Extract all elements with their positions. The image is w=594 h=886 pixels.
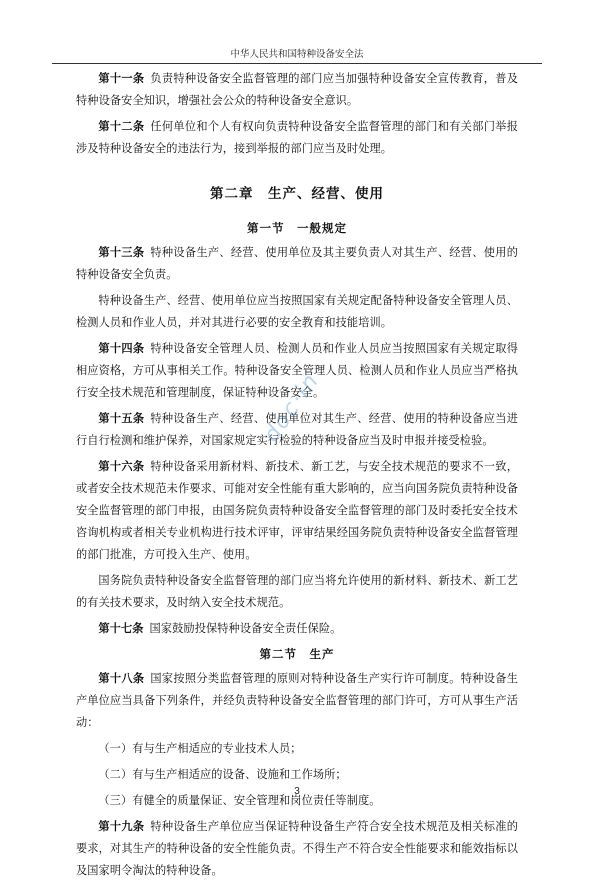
article-number: 第十三条 xyxy=(98,246,145,259)
article-text: 特种设备安全管理人员、检测人员和作业人员应当按照国家有关规定取得相应资格，方可从事相关工作。特种设备安全管理人员、检测人员和作业人员应当严格执行安全技术规范和管理制度，保证特种设备安全。 xyxy=(76,342,518,399)
article-paragraph xyxy=(76,816,518,882)
article-text: 特种设备采用新材料、新技术、新工艺，与安全技术规范的要求不一致，或者安全技术规范未作要求、可能对安全性能有重大影响的，应当向国务院负责特种设备安全监督管理的部门申报，由国务院负责特种设备安全监督管理的部门及时委托安全技术咨询机构或者相关专业机构进行技术评审，评审结果经国务院负责特种设备安全监督管理的部门批准，方可投入生产、使用。 xyxy=(76,460,518,561)
article-text: 任何单位和个人有权向负责特种设备安全监督管理的部门和有关部门举报涉及特种设备安全的违法行为，接到举报的部门应当及时处理。 xyxy=(76,120,518,155)
article-paragraph xyxy=(76,116,518,160)
running-header: 中华人民共和国特种设备安全法 xyxy=(230,49,364,60)
document-body xyxy=(76,68,518,886)
article-number: 第十一条 xyxy=(98,72,145,85)
article-text: 特种设备生产、经营、使用单位对其生产、经营、使用的特种设备应当进行自行检测和维护保养，对国家规定实行检验的特种设备应当及时申报并接受检验。 xyxy=(76,412,518,447)
article-text: 特种设备生产单位应当保证特种设备生产符合安全技术规范及相关标准的要求，对其生产的特种设备的安全性能负责。不得生产不符合安全性能要求和能效指标以及国家明令淘汰的特种设备。 xyxy=(76,820,518,877)
list-item: （二）有与生产相适应的设备、设施和工作场所； xyxy=(98,768,347,781)
article-paragraph xyxy=(76,456,518,566)
article-paragraph xyxy=(76,68,518,112)
article-paragraph xyxy=(76,242,518,286)
article-number: 第十五条 xyxy=(98,412,145,425)
article-number: 第十八条 xyxy=(98,672,145,685)
article-paragraph xyxy=(76,668,518,734)
body-paragraph: 特种设备生产、经营、使用单位应当按照国家有关规定配备特种设备安全管理人员、检测人员和作业人员，并对其进行必要的安全教育和技能培训。 xyxy=(76,294,518,329)
article-paragraph xyxy=(76,408,518,452)
section-heading: 第二节 生产 xyxy=(259,647,335,661)
article-number: 第十六条 xyxy=(98,460,145,473)
article-number: 第十四条 xyxy=(98,342,145,355)
watermark-logo: doc·in xyxy=(259,368,325,448)
article-number: 第十九条 xyxy=(98,820,145,833)
page-number: 3 xyxy=(294,786,300,797)
article-text: 国家鼓励投保特种设备安全责任保险。 xyxy=(149,622,342,635)
header-rule xyxy=(52,63,542,64)
article-text: 负责特种设备安全监督管理的部门应当加强特种设备安全宣传教育，普及特种设备安全知识，增强社会公众的特种设备安全意识。 xyxy=(76,72,518,107)
list-item: （一）有与生产相适应的专业技术人员； xyxy=(98,742,302,755)
article-number: 第十二条 xyxy=(98,120,145,133)
body-paragraph: 国务院负责特种设备安全监督管理的部门应当将允许使用的新材料、新技术、新工艺的有关技术要求，及时纳入安全技术规范。 xyxy=(76,574,518,609)
article-text: 特种设备生产、经营、使用单位及其主要负责人对其生产、经营、使用的特种设备安全负责。 xyxy=(76,246,518,281)
article-number: 第十七条 xyxy=(98,622,144,635)
section-heading: 第一节 一般规定 xyxy=(247,221,347,235)
chapter-heading: 第二章 生产、经营、使用 xyxy=(210,186,384,202)
article-paragraph xyxy=(76,618,518,640)
article-text: 国家按照分类监督管理的原则对特种设备生产实行许可制度。特种设备生产单位应当具备下列条件，并经负责特种设备安全监督管理的部门许可，方可从事生产活动： xyxy=(76,672,518,729)
article-paragraph xyxy=(76,338,518,404)
list-item: （三）有健全的质量保证、安全管理和岗位责任等制度。 xyxy=(98,794,381,807)
